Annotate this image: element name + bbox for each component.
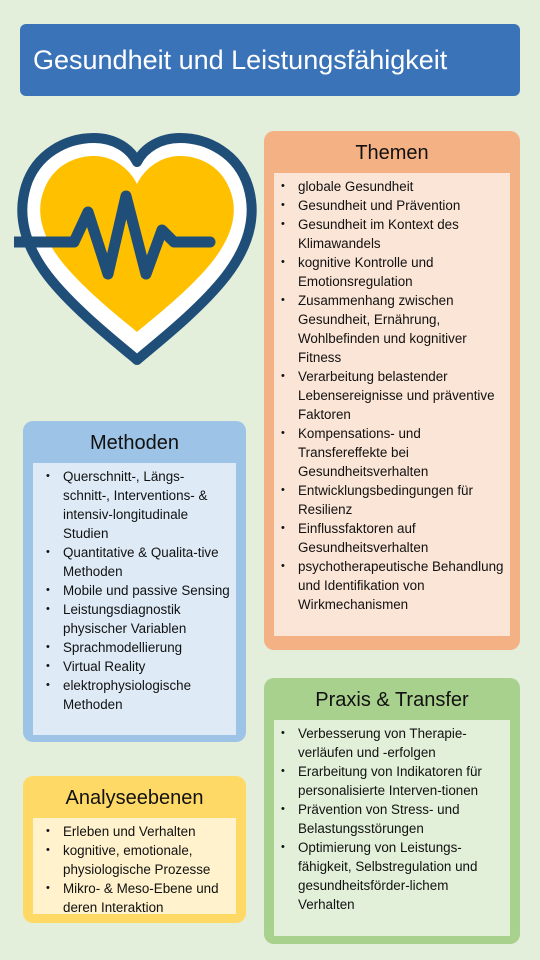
praxis-panel bbox=[264, 678, 520, 944]
list-item: • Leistungsdiagnostik physischer Variablen bbox=[63, 600, 230, 638]
list-item: • Quantitative & Qualita-tive Methoden bbox=[63, 543, 230, 581]
list-item: • Querschnitt-, Längs-schnitt-, Interventions- & intensiv-longitudinale Studien bbox=[63, 467, 230, 543]
page-title: Gesundheit und Leistungsfähigkeit bbox=[33, 44, 448, 75]
methoden-heading: Methoden bbox=[90, 432, 179, 454]
praxis-body bbox=[274, 720, 510, 936]
heart-pulse-icon bbox=[14, 124, 260, 370]
list-item: • Entwicklungsbedingungen für Resilienz bbox=[298, 481, 504, 519]
methoden-panel bbox=[23, 421, 246, 742]
list-item: • Erleben und Verhalten bbox=[63, 822, 230, 841]
list-item: • Gesundheit im Kontext des Klimawandels bbox=[298, 215, 504, 253]
list-item: • kognitive, emotionale, physiologische Prozesse bbox=[63, 841, 230, 879]
list-item: • Verbesserung von Therapie-verläufen und -erfolgen bbox=[298, 724, 504, 762]
list-item: • Zusammenhang zwischen Gesundheit, Ernährung, Wohlbefinden und kognitiver Fitness bbox=[298, 291, 504, 367]
list-item: • Prävention von Stress- und Belastungsstörungen bbox=[298, 800, 504, 838]
list-item: • Sprachmodellierung bbox=[63, 638, 230, 657]
themen-panel bbox=[264, 131, 520, 650]
list-item: • Mikro- & Meso-Ebene und deren Interaktion bbox=[63, 879, 230, 917]
list-item: • Einflussfaktoren auf Gesundheitsverhalten bbox=[298, 519, 504, 557]
themen-body bbox=[274, 173, 510, 636]
analyseebenen-body bbox=[33, 818, 236, 914]
page-title-bar bbox=[20, 24, 520, 96]
list-item: • elektrophysiologische Methoden bbox=[63, 676, 230, 714]
list-item: • kognitive Kontrolle und Emotionsregulation bbox=[298, 253, 504, 291]
list-item: • Gesundheit und Prävention bbox=[298, 196, 504, 215]
list-item: • globale Gesundheit bbox=[298, 177, 504, 196]
list-item: • Virtual Reality bbox=[63, 657, 230, 676]
analyseebenen-panel bbox=[23, 776, 246, 923]
methoden-body bbox=[33, 463, 236, 735]
list-item: • Verarbeitung belastender Lebensereignisse und präventive Faktoren bbox=[298, 367, 504, 424]
list-item: • Erarbeitung von Indikatoren für personalisierte Interven-tionen bbox=[298, 762, 504, 800]
list-item: • Kompensations- und Transfereffekte bei Gesundheitsverhalten bbox=[298, 424, 504, 481]
list-item: • psychotherapeutische Behandlung und Identifikation von Wirkmechanismen bbox=[298, 557, 504, 614]
themen-heading: Themen bbox=[355, 142, 429, 164]
list-item: • Optimierung von Leistungs-fähigkeit, Selbstregulation und gesundheitsförder-lichem Verhalten bbox=[298, 838, 504, 914]
analyseebenen-heading: Analyseebenen bbox=[65, 787, 204, 809]
list-item: • Mobile und passive Sensing bbox=[63, 581, 230, 600]
praxis-heading: Praxis & Transfer bbox=[315, 689, 469, 711]
